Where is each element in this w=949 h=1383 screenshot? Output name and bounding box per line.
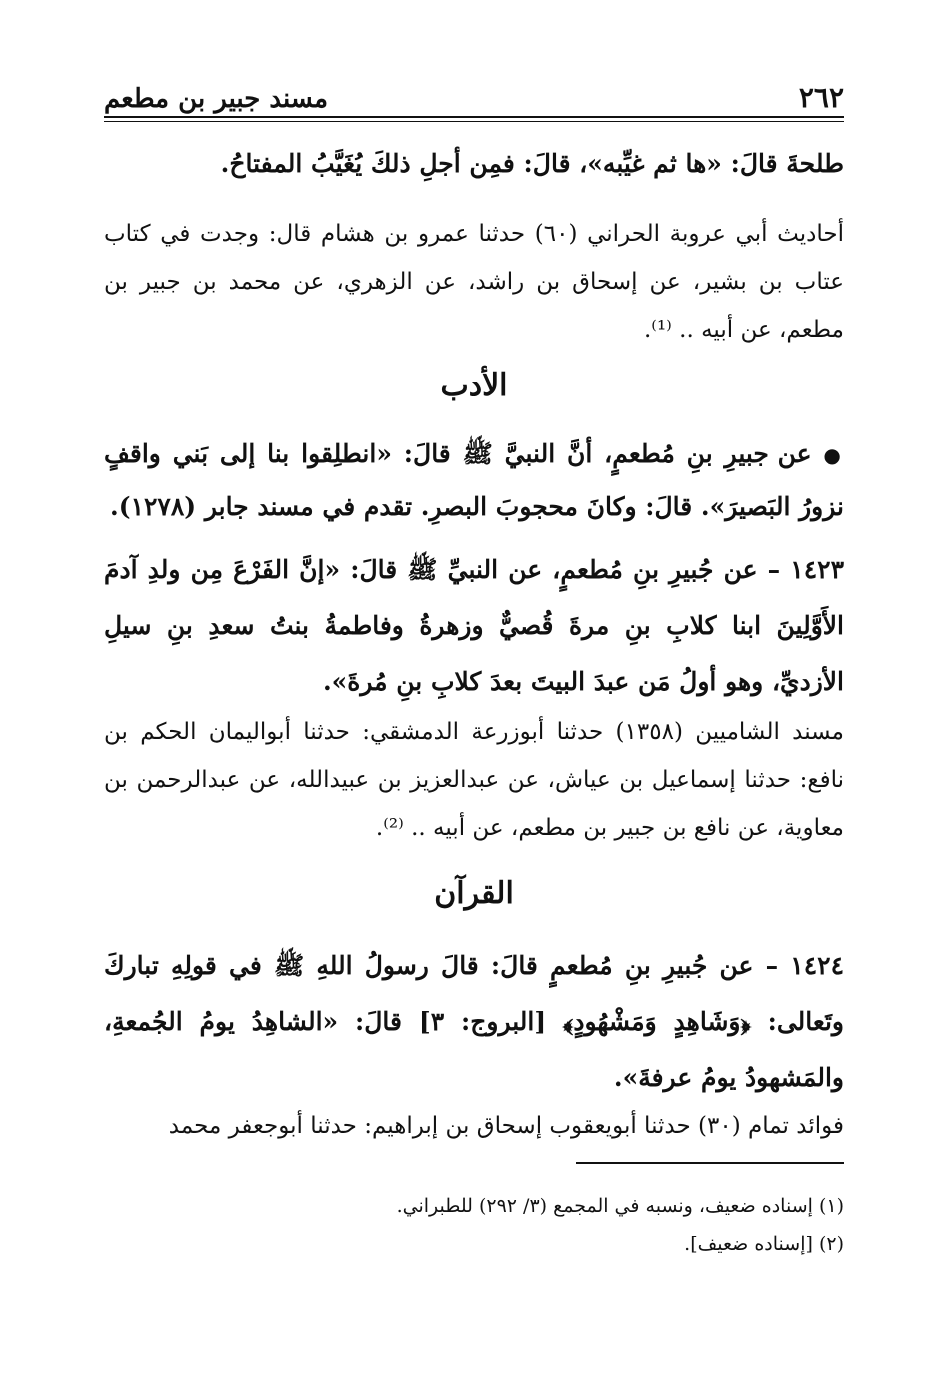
section-heading-quran: القرآن [434, 876, 514, 911]
source-citation: أحاديث أبي عروبة الحراني (٦٠) حدثنا عمرو بن هشام قال: وجدت في كتاب عتاب بن بشير، عن إسحاق بن راشد، عن الزهري، عن محمد بن جبير بن مطعم، عن أبيه .. ⁽¹⁾. [104, 221, 844, 343]
source-citation: فوائد تمام (٣٠) حدثنا أبويعقوب إسحاق بن إبراهيم: حدثنا أبوجعفر محمد [168, 1113, 844, 1139]
hadith-1423: ١٤٢٣ – عن جُبيرِ بنِ مُطعمٍ، عن النبيِّ ﷺ قالَ: «إنَّ الفَرْعَ مِن ولدِ آدمَ الأَوَّلِينَ ابنا كلابِ بنِ مرةَ قُصيٌّ وزهرةُ وفاطمةُ بنتُ سعدِ بنِ سيلِ الأزديِّ، وهو أولُ مَن عبدَ البيتَ بعدَ كلابِ بنِ مُرةَ». [104, 555, 844, 696]
bullet-icon: ● [823, 443, 844, 467]
hadith-cross-reference [104, 428, 844, 533]
page-number: ٢٦٢ [798, 81, 844, 114]
hadith-text: عن جبيرِ بنِ مُطعمٍ، أنَّ النبيَّ ﷺ قالَ: «انطلِقوا بنا إلى بَني واقفٍ نزورُ البَصيرَ». قالَ: وكانَ محجوبَ البصرِ. تقدم في مسند جابر (١٢٧٨). [104, 439, 844, 521]
source-citation: مسند الشاميين (١٣٥٨) حدثنا أبوزرعة الدمشقي: حدثنا أبواليمان الحكم بن نافع: حدثنا إسماعيل بن عياش، عن عبدالعزيز بن عبيدالله، عن عبدالرحمن بن معاوية، عن نافع بن جبير بن مطعم، عن أبيه .. ⁽²⁾. [104, 719, 844, 841]
header-rule-thin [104, 121, 844, 122]
footnote-2: (٢) [إسناده ضعيف]. [684, 1233, 844, 1255]
header-rule [104, 116, 844, 118]
footnote-rule [576, 1162, 844, 1164]
book-page [104, 60, 844, 1360]
hadith-1424: ١٤٢٤ – عن جُبيرِ بنِ مُطعمٍ قالَ: قالَ رسولُ اللهِ ﷺ في قولِهِ تباركَ وتَعالى: ﴿وَشَاهِدٍ وَمَشْهُودٍ﴾ [البروج: ٣] قالَ: «الشاهِدُ يومُ الجُمعةِ، والمَشهودُ يومُ عرفةَ». [104, 951, 844, 1092]
page-header [104, 74, 844, 114]
section-heading-adab: الأدب [440, 368, 508, 403]
footnote-1: (١) إسناده ضعيف، ونسبه في المجمع (٣/ ٢٩٢) للطبراني. [396, 1195, 844, 1217]
hadith-continuation: طلحةَ قالَ: «ها ثم غيِّبه»، قالَ: فمِن أجلِ ذلكَ يُغَيَّبُ المفتاحُ. [220, 149, 844, 178]
running-title: مسند جبير بن مطعم [104, 84, 329, 114]
